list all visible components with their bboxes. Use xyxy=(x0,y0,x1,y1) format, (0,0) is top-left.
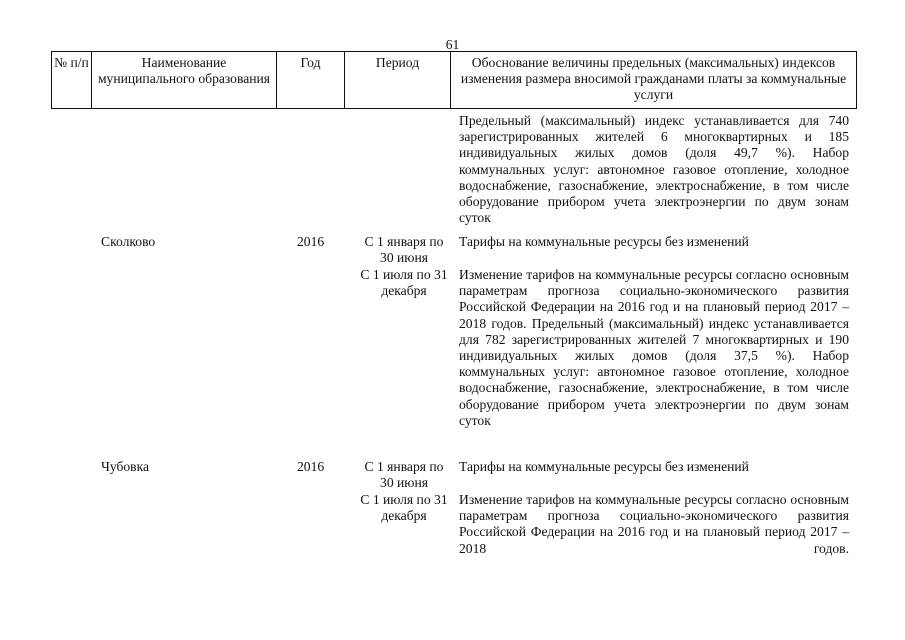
header-period-column: Период xyxy=(344,52,450,108)
header-number-column: № п/п xyxy=(51,52,91,108)
period-second-half: С 1 июля по 31 декабря xyxy=(360,267,448,299)
tariff-no-change-text: Тарифы на коммунальные ресурсы без изменений xyxy=(459,459,749,474)
municipality-name: Чубовка xyxy=(101,459,150,474)
municipality-name: Сколково xyxy=(101,234,156,249)
year-cell: 2016 xyxy=(297,459,325,474)
header-municipality-column: Наименование муниципального образования xyxy=(91,52,276,108)
basis-second-half-text: Изменение тарифов на коммунальные ресурсы согласно основным параметрам прогноза социально-экономического развития Российской Федерации на 2016 год и на плановый период 2017 – 2018 годов. Предельный (максимальный) индекс устанавливается для 782 зарегистрированных жителей 7 многоквартирных и 190 индивидуальных жилых домов (доля 37,5 %). Набор коммунальных услуг: автономное газовое отопление, холодное водоснабжение, газоснабжение, электроснабжение, в том числе оборудование прибором учета электроэнергии по двум зонам суток xyxy=(459,267,849,428)
continued-basis-text: Предельный (максимальный) индекс устанавливается для 740 зарегистрированных жителей 6 многоквартирных и 185 индивидуальных жилых домов (доля 49,7 %). Набор коммунальных услуг: автономное газовое отопление, холодное водоснабжение, газоснабжение, электроснабжение, в том числе оборудование прибором учета электроэнергии по двум зонам суток xyxy=(459,113,849,226)
header-basis-column: Обоснование величины предельных (максимальных) индексов изменения размера вносимой гражданами платы за коммунальные услуги xyxy=(450,52,857,108)
tariff-no-change-text: Тарифы на коммунальные ресурсы без изменений xyxy=(459,234,749,249)
period-second-half: С 1 июля по 31 декабря xyxy=(360,492,448,524)
period-first-half: С 1 января по 30 июня xyxy=(364,234,444,266)
page-number: 61 xyxy=(445,37,460,52)
basis-second-half-text: Изменение тарифов на коммунальные ресурсы согласно основным параметрам прогноза социально-экономического развития Российской Федерации на 2016 год и на плановый период 2017 – 2018 годов. xyxy=(459,492,849,556)
period-first-half: С 1 января по 30 июня xyxy=(364,459,444,491)
table-header xyxy=(51,51,857,109)
year-cell: 2016 xyxy=(297,234,325,249)
header-year-column: Год xyxy=(276,52,344,108)
